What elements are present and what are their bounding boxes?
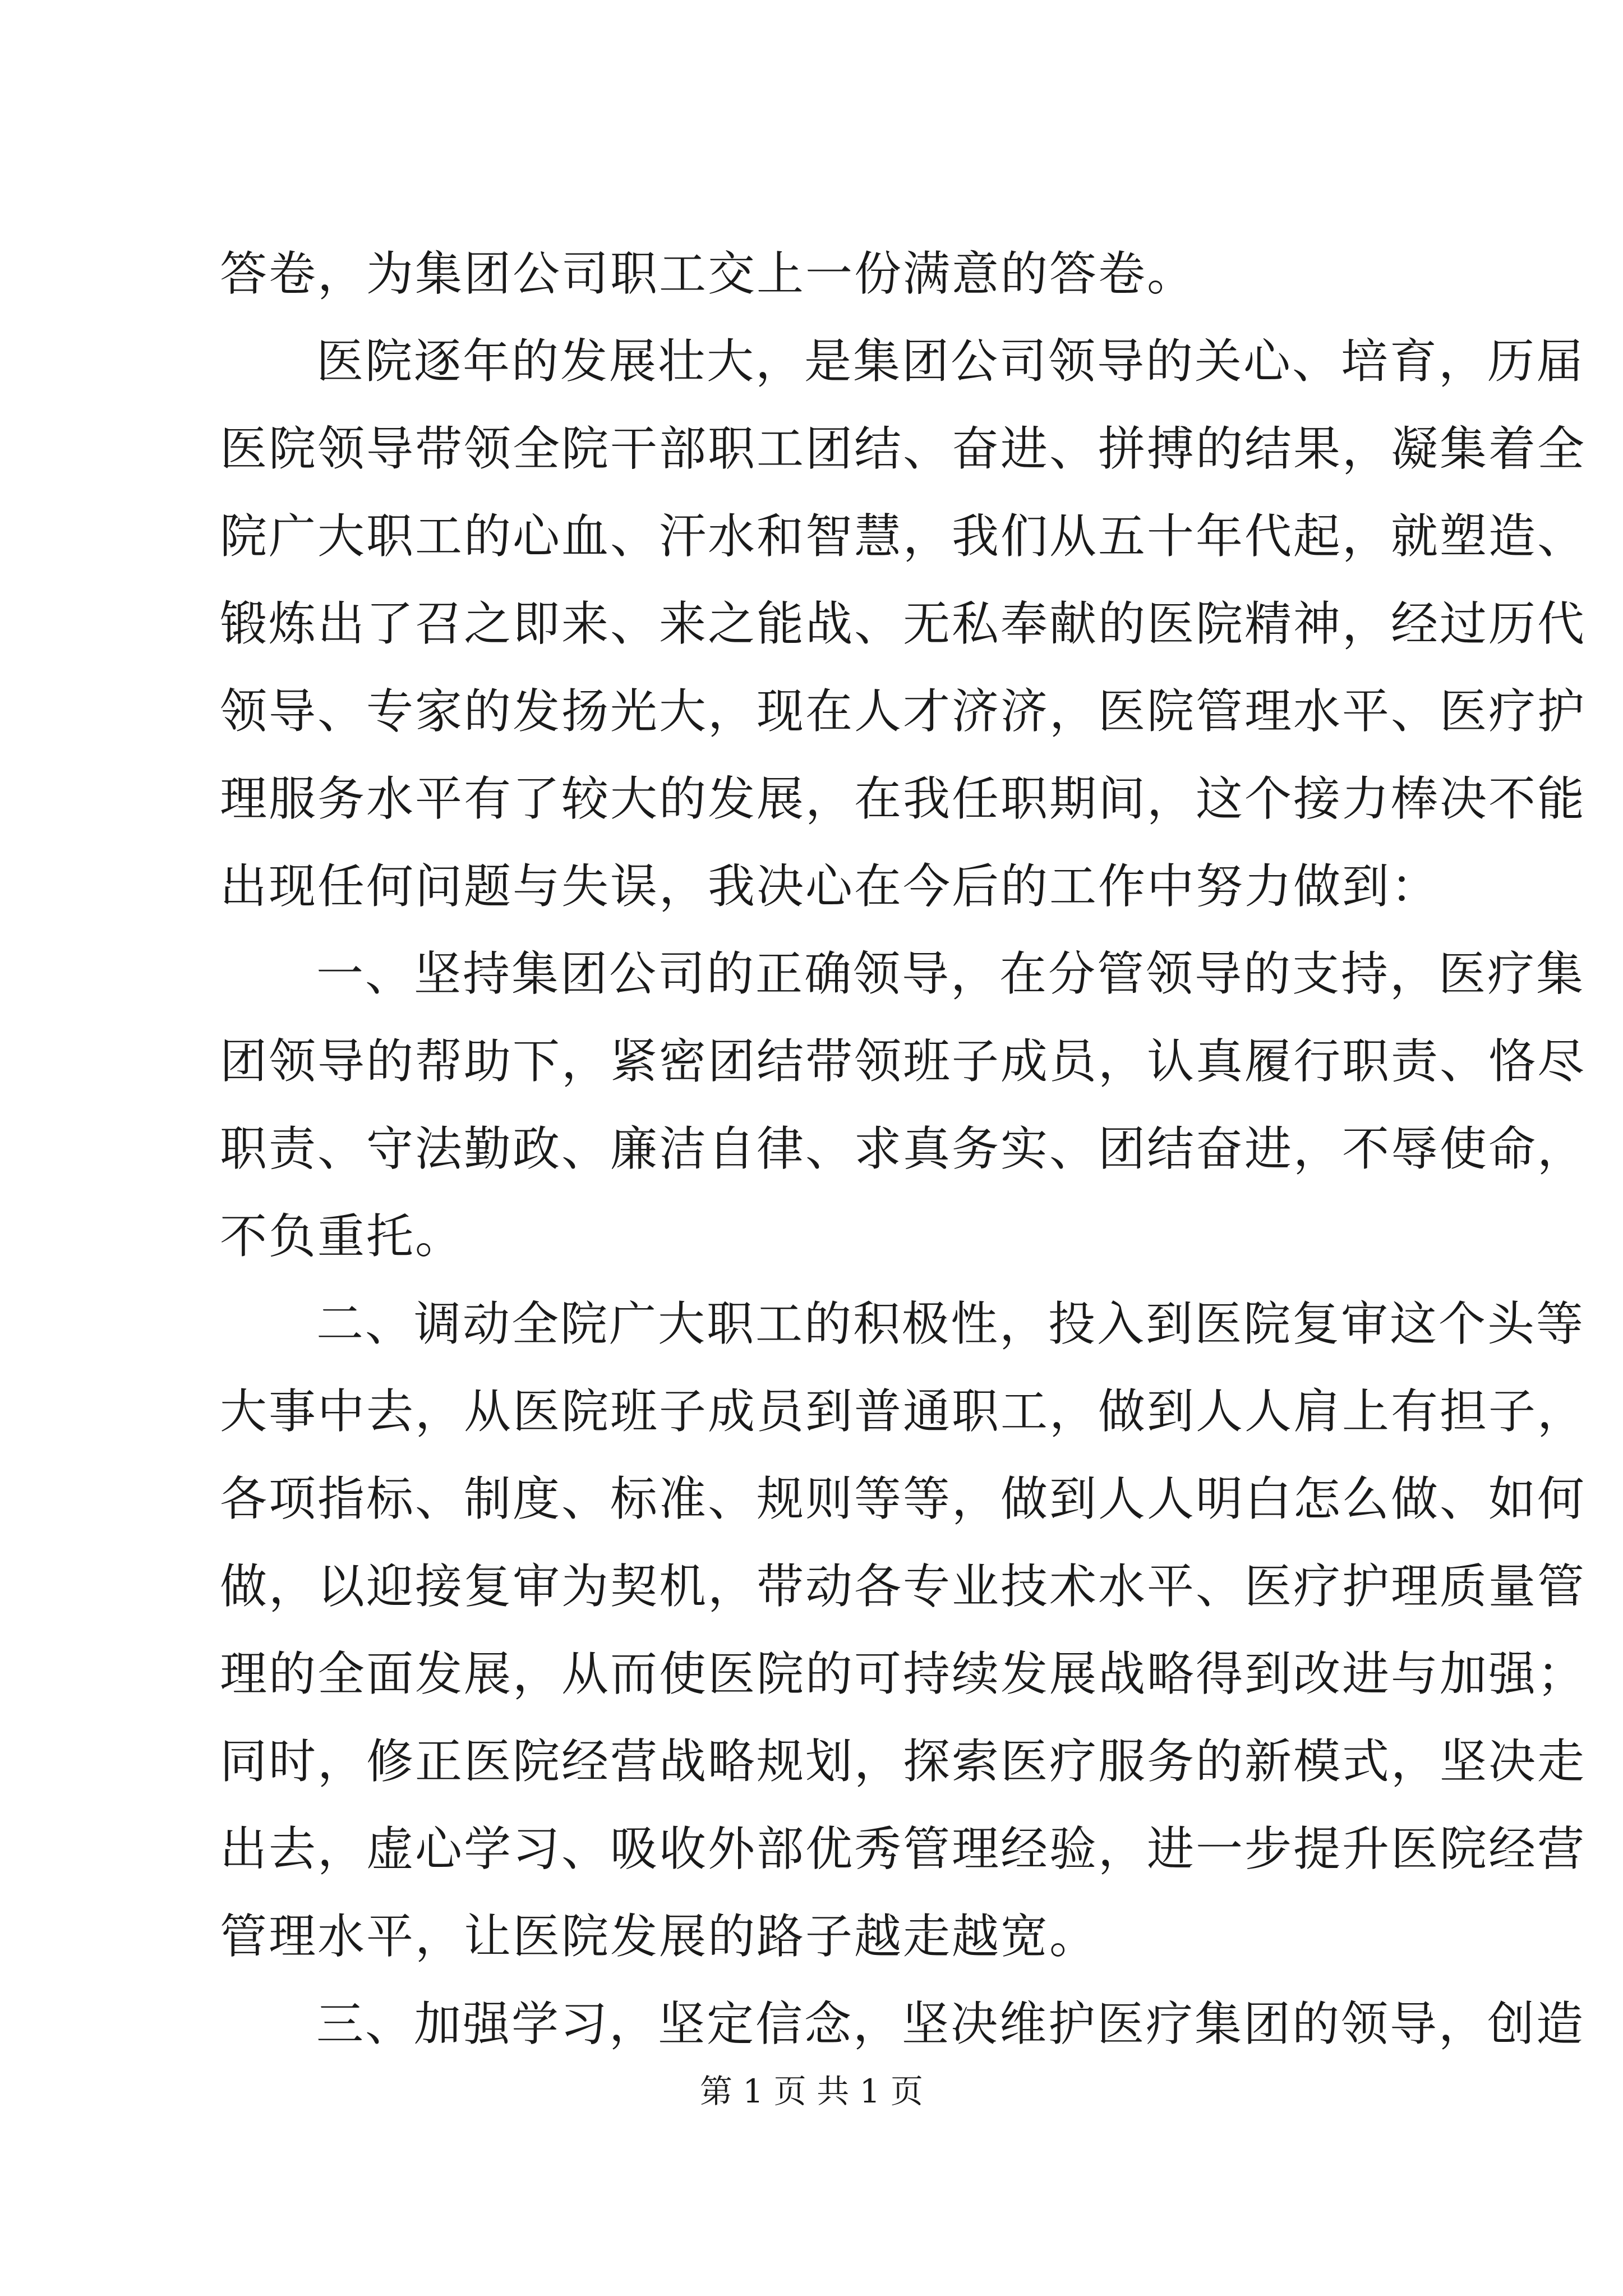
- document-body: [220, 230, 1587, 2068]
- text-line: 团领导的帮助下，紧密团结带领班子成员，认真履行职责、恪尽: [220, 1034, 1587, 1089]
- page-number-label: 第 1 页 共 1 页: [700, 2072, 923, 2110]
- text-line: 理服务水平有了较大的发展，在我任职期间，这个接力棒决不能: [220, 771, 1587, 826]
- page-footer: [0, 2069, 1623, 2114]
- text-line: 理的全面发展，从而使医院的可持续发展战略得到改进与加强；: [220, 1646, 1587, 1701]
- text-line: 答卷，为集团公司职工交上一份满意的答卷。: [220, 246, 1196, 301]
- text-line: 出现任何问题与失误，我决心在今后的工作中努力做到：: [220, 859, 1440, 914]
- text-line: 职责、守法勤政、廉洁自律、求真务实、团结奋进，不辱使命，: [220, 1121, 1587, 1176]
- text-line: 管理水平，让医院发展的路子越走越宽。: [220, 1909, 1099, 1964]
- text-line: 出去，虚心学习、吸收外部优秀管理经验，进一步提升医院经营: [220, 1821, 1587, 1876]
- text-line: 领导、专家的发扬光大，现在人才济济，医院管理水平、医疗护: [220, 684, 1587, 739]
- text-line: 同时，修正医院经营战略规划，探索医疗服务的新模式，坚决走: [220, 1734, 1587, 1789]
- text-line: 大事中去，从医院班子成员到普通职工，做到人人肩上有担子，: [220, 1384, 1587, 1439]
- text-line: 院广大职工的心血、汗水和智慧，我们从五十年代起，就塑造、: [220, 509, 1587, 564]
- text-line: 一、坚持集团公司的正确领导，在分管领导的支持，医疗集: [316, 946, 1585, 1001]
- text-line: 医院逐年的发展壮大，是集团公司领导的关心、培育，历届: [316, 334, 1585, 389]
- text-line: 各项指标、制度、标准、规则等等，做到人人明白怎么做、如何: [220, 1471, 1587, 1526]
- text-line: 锻炼出了召之即来、来之能战、无私奉献的医院精神，经过历代: [220, 596, 1587, 651]
- text-line: 做，以迎接复审为契机，带动各专业技术水平、医疗护理质量管: [220, 1559, 1587, 1614]
- text-line: 二、调动全院广大职工的积极性，投入到医院复审这个头等: [316, 1296, 1585, 1351]
- text-line: 三、加强学习，坚定信念，坚决维护医疗集团的领导，创造: [316, 1996, 1585, 2051]
- text-line: 不负重托。: [220, 1209, 464, 1264]
- text-line: 医院领导带领全院干部职工团结、奋进、拼搏的结果，凝集着全: [220, 421, 1587, 476]
